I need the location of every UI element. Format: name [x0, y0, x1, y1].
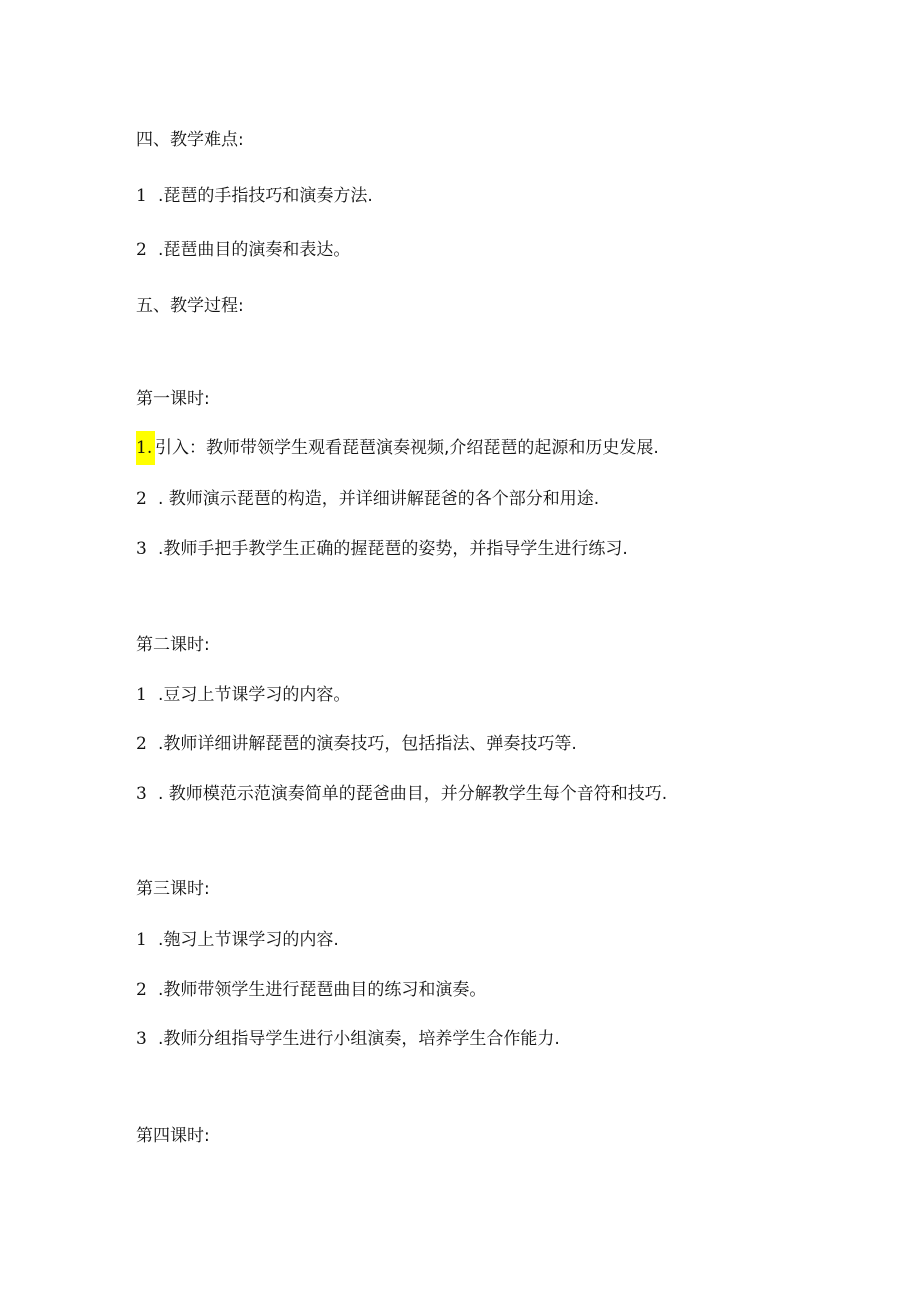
item-text: .教师带领学生进行琵琶曲目的练习和演奏。: [158, 980, 487, 1000]
item-text: .教师手把手教学生正确的握琵琶的姿势，并指导学生进行练习.: [158, 539, 628, 559]
lesson2-item-1: [136, 684, 350, 706]
lesson1-heading: 第一课时:: [136, 389, 210, 409]
process-heading: 五、教学过程:: [136, 296, 244, 316]
item-number: 2: [136, 734, 147, 754]
item-text: .豆习上节课学习的内容。: [158, 685, 351, 705]
item-text: .匏习上节课学习的内容.: [158, 930, 339, 950]
lesson3-heading: 第三课时:: [136, 879, 210, 899]
item-text: .教师详细讲解琵琶的演奏技巧，包括指法、弹奏技巧等.: [158, 734, 577, 754]
item-text: . 教师模范示范演奏简单的琵爸曲目，并分解教学生每个音符和技巧.: [158, 784, 668, 804]
lesson2-item-3: [136, 783, 667, 805]
item-number: 1: [136, 930, 147, 950]
difficulty-item-2: [136, 239, 350, 261]
lesson4-heading: 第四课时:: [136, 1126, 210, 1146]
lesson3-item-1: [136, 929, 339, 951]
item-number: 2: [136, 980, 147, 1000]
item-number: 2: [136, 489, 147, 509]
item-number: 3: [136, 784, 147, 804]
item-text: .教师分组指导学生进行小组演奏，培养学生合作能力.: [158, 1029, 560, 1049]
lesson2-heading: 第二课时:: [136, 635, 210, 655]
lesson3-item-3: [136, 1028, 560, 1050]
lesson1-item-1: [136, 437, 659, 459]
lesson3-item-2: [136, 979, 486, 1001]
item-number: 1: [136, 186, 147, 206]
item-text: . 教师演示琵琶的构造，并详细讲解琵爸的各个部分和用途.: [158, 489, 600, 509]
lesson1-item-3: [136, 538, 628, 560]
lesson1-item-2: [136, 488, 599, 510]
difficulty-heading: 四、教学难点:: [136, 130, 244, 150]
item-number: 1: [136, 685, 147, 705]
item-text: .琵琶曲目的演奏和表达。: [158, 240, 351, 260]
highlighted-item-number: 1.: [136, 431, 155, 465]
item-number: 3: [136, 539, 147, 559]
item-text: 引入：教师带领学生观看琵琶演奏视频,介绍琵琶的起源和历史发展.: [155, 438, 659, 458]
item-number: 3: [136, 1029, 147, 1049]
lesson2-item-2: [136, 733, 577, 755]
item-number: 2: [136, 240, 147, 260]
item-text: .琵琶的手指技巧和演奏方法.: [158, 186, 373, 206]
difficulty-item-1: [136, 185, 373, 207]
